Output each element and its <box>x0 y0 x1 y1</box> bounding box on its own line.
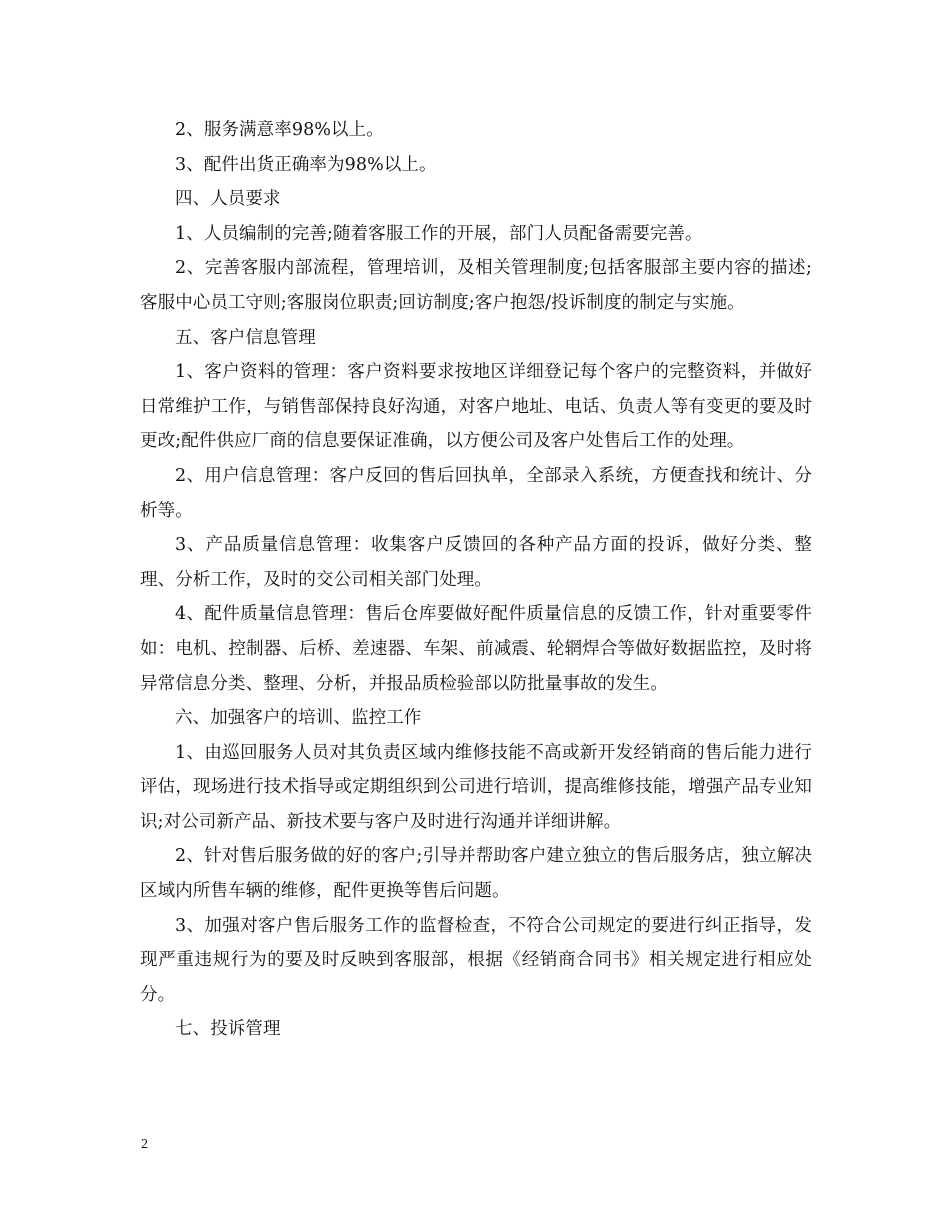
page-number: 2 <box>141 1137 148 1152</box>
paragraph-8: 4、配件质量信息管理：售后仓库要做好配件质量信息的反馈工作，针对重要零件如：电机、控制器、后桥、差速器、车架、前减震、轮辋焊合等做好数据监控，及时将异常信息分类、整理、分析，并报品质检验部以防批量事故的发生。 <box>140 604 812 694</box>
paragraph-4: 2、完善客服内部流程，管理培训，及相关管理制度;包括客服部主要内容的描述;客服中心员工守则;客服岗位职责;回访制度;客户抱怨/投诉制度的制定与实施。 <box>140 258 812 313</box>
document-body <box>140 113 812 1047</box>
paragraph-7: 3、产品质量信息管理：收集客户反馈回的各种产品方面的投诉，做好分类、整理、分析工作，及时的交公司相关部门处理。 <box>140 535 812 590</box>
paragraph-6: 2、用户信息管理：客户反回的售后回执单，全部录入系统，方便查找和统计、分析等。 <box>140 465 812 521</box>
paragraph-9: 1、由巡回服务人员对其负责区域内维修技能不高或新开发经销商的售后能力进行评估，现场进行技术指导或定期组织到公司进行培训，提高维修技能，增强产品专业知识;对公司新产品、新技术要与客户及时进行沟通并详细讲解。 <box>140 742 812 832</box>
paragraph-1: 2、服务满意率98%以上。 <box>175 120 384 140</box>
section-heading-5: 五、客户信息管理 <box>175 327 316 348</box>
section-heading-7: 七、投诉管理 <box>175 1019 281 1040</box>
section-heading-4: 四、人员要求 <box>175 189 281 210</box>
paragraph-11: 3、加强对客户售后服务工作的监督检查，不符合公司规定的要进行纠正指导，发现严重违规行为的要及时反映到客服部，根据《经销商合同书》相关规定进行相应处分。 <box>140 915 812 1005</box>
paragraph-3: 1、人员编制的完善;随着客服工作的开展，部门人员配备需要完善。 <box>175 223 703 244</box>
section-heading-6: 六、加强客户的培训、监控工作 <box>175 708 422 729</box>
paragraph-5: 1、客户资料的管理：客户资料要求按地区详细登记每个客户的完整资料，并做好日常维护工作，与销售部保持良好沟通，对客户地址、电话、负责人等有变更的要及时更改;配件供应厂商的信息要保证准确，以方便公司及客户处售后工作的处理。 <box>140 362 812 452</box>
paragraph-2: 3、配件出货正确率为98%以上。 <box>175 154 437 175</box>
paragraph-10: 2、针对售后服务做的好的客户;引导并帮助客户建立独立的售后服务店，独立解决区域内所售车辆的维修，配件更换等售后问题。 <box>140 846 812 902</box>
